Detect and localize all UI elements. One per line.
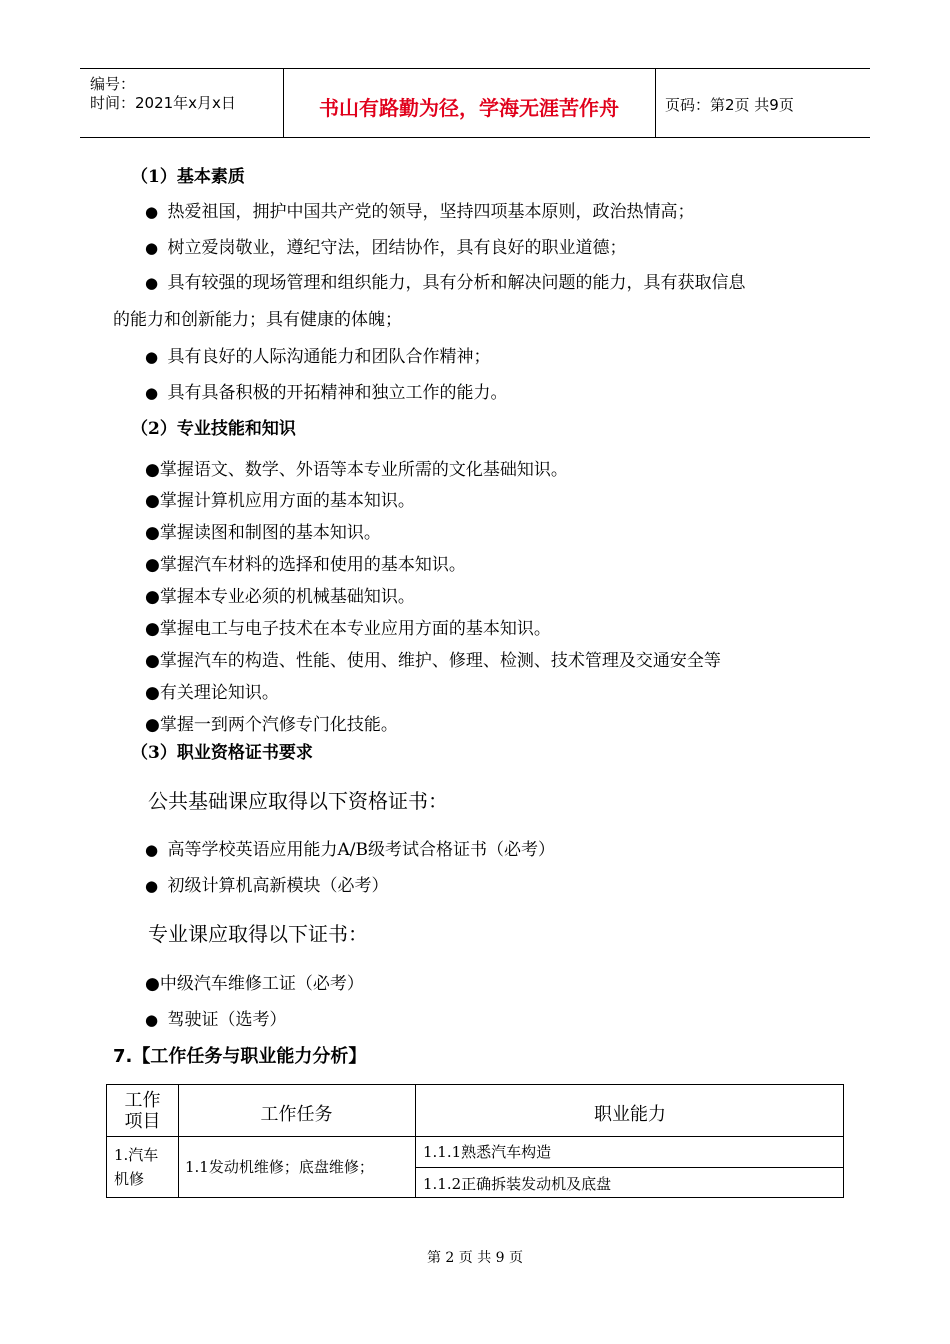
- section-7-title: 7.【工作任务与职业能力分析】: [113, 1046, 367, 1067]
- table-cell-ability: 1.1.1熟悉汽车构造: [423, 1143, 552, 1161]
- header-line: 工作: [124, 1090, 161, 1111]
- list-item: [145, 646, 721, 671]
- bullet-icon: ●: [145, 348, 159, 366]
- list-item-text: 有关理论知识。: [159, 683, 279, 703]
- list-item-text: 热爱祖国，拥护中国共产党的领导，坚持四项基本原则，政治热情高；: [167, 202, 695, 222]
- list-item-text: 中级汽车维修工证（必考）: [159, 974, 364, 994]
- list-item-text: 掌握汽车的构造、性能、使用、维护、修理、检测、技术管理及交通安全等: [159, 651, 721, 671]
- list-item-continuation: 的能力和创新能力；具有健康的体魄；: [113, 310, 402, 330]
- list-item: [145, 614, 551, 639]
- list-item-text: 掌握汽车材料的选择和使用的基本知识。: [159, 555, 466, 575]
- list-item: [145, 233, 627, 258]
- section-1-title: （1）基本素质: [131, 167, 245, 187]
- list-item-text: 掌握计算机应用方面的基本知识。: [159, 491, 415, 511]
- table-divider: [415, 1167, 843, 1168]
- section-2-title: （2）专业技能和知识: [131, 419, 296, 439]
- header-line: 项目: [124, 1111, 161, 1132]
- public-cert-heading: 公共基础课应取得以下资格证书：: [148, 789, 448, 813]
- table-header-task: 工作任务: [260, 1104, 333, 1125]
- bullet-icon: ●: [145, 239, 159, 257]
- page-footer: 第 2 页 共 9 页: [426, 1250, 524, 1266]
- motto: 书山有路勤为径，学海无涯苦作舟: [319, 96, 619, 120]
- bullet-icon: ●: [145, 841, 159, 859]
- section-3-title: （3）职业资格证书要求: [131, 743, 313, 763]
- list-item: [145, 582, 415, 607]
- bullet-icon: ●: [145, 523, 160, 543]
- list-item: [145, 1005, 287, 1030]
- list-item-text: 掌握一到两个汽修专门化技能。: [159, 715, 398, 735]
- cell-line: 1.汽车: [114, 1146, 159, 1164]
- list-item: [145, 871, 389, 896]
- list-item: [145, 550, 466, 575]
- time-label: 时间：2021年x月x日: [90, 94, 236, 112]
- cell-line: 机修: [114, 1170, 145, 1188]
- list-item: [145, 710, 398, 735]
- list-item: [145, 342, 491, 367]
- work-task-table: [106, 1084, 844, 1198]
- table-header-ability: 职业能力: [594, 1104, 666, 1125]
- bullet-icon: ●: [145, 491, 160, 511]
- list-item: [145, 455, 568, 480]
- list-item: [145, 678, 279, 703]
- list-item-text: 掌握读图和制图的基本知识。: [159, 523, 381, 543]
- header-motto-cell: [283, 69, 656, 137]
- number-label: 编号：: [90, 75, 136, 93]
- bullet-icon: ●: [145, 683, 160, 703]
- bullet-icon: ●: [145, 619, 160, 639]
- bullet-icon: ●: [145, 460, 160, 480]
- list-item: [145, 835, 555, 860]
- list-item-text: 初级计算机高新模块（必考）: [167, 876, 389, 896]
- bullet-icon: ●: [145, 555, 160, 575]
- major-cert-heading: 专业课应取得以下证书：: [148, 922, 368, 946]
- page-header: [80, 68, 870, 138]
- list-item-text: 具有较强的现场管理和组织能力，具有分析和解决问题的能力，具有获取信息: [167, 273, 746, 293]
- list-item: [145, 518, 381, 543]
- list-item-text: 掌握电工与电子技术在本专业应用方面的基本知识。: [159, 619, 551, 639]
- page-label: 页码：第2页 共9页: [665, 96, 794, 114]
- header-page-cell: [655, 69, 870, 137]
- bullet-icon: ●: [145, 974, 160, 994]
- bullet-icon: ●: [145, 651, 160, 671]
- list-item-text: 高等学校英语应用能力A/B级考试合格证书（必考）: [167, 840, 555, 860]
- bullet-icon: ●: [145, 203, 159, 221]
- list-item: [145, 378, 508, 403]
- table-cell-ability: 1.1.2正确拆装发动机及底盘: [423, 1175, 612, 1193]
- list-item: [145, 486, 415, 511]
- list-item-text: 驾驶证（选考）: [167, 1010, 287, 1030]
- bullet-icon: ●: [145, 274, 159, 292]
- list-item: [145, 197, 695, 222]
- table-header-project: [107, 1090, 178, 1132]
- list-item-text: 掌握语文、数学、外语等本专业所需的文化基础知识。: [159, 460, 568, 480]
- bullet-icon: ●: [145, 384, 159, 402]
- table-divider: [107, 1136, 843, 1137]
- list-item: [145, 969, 364, 994]
- bullet-icon: ●: [145, 1011, 159, 1029]
- bullet-icon: ●: [145, 877, 159, 895]
- table-cell-task: 1.1发动机维修；底盘维修；: [185, 1158, 374, 1176]
- bullet-icon: ●: [145, 587, 160, 607]
- header-meta: [80, 69, 284, 137]
- list-item-text: 树立爱岗敬业，遵纪守法，团结协作，具有良好的职业道德；: [167, 238, 627, 258]
- table-cell-project: [114, 1143, 158, 1191]
- list-item: [145, 268, 746, 293]
- list-item-text: 掌握本专业必须的机械基础知识。: [159, 587, 415, 607]
- bullet-icon: ●: [145, 715, 160, 735]
- list-item-text: 具有具备积极的开拓精神和独立工作的能力。: [167, 383, 508, 403]
- list-item-text: 具有良好的人际沟通能力和团队合作精神；: [167, 347, 491, 367]
